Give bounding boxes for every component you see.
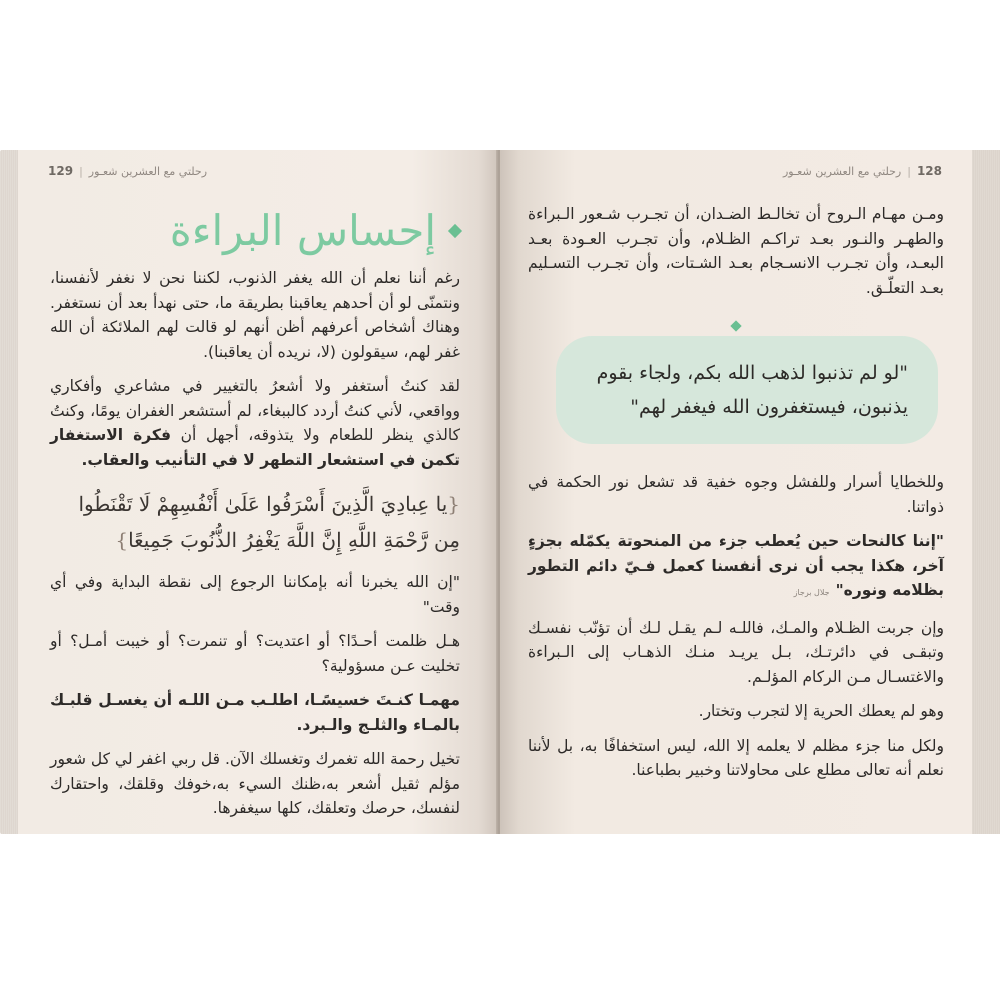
paragraph: رغم أننا نعلم أن الله يغفر الذنوب، لكننا نحن لا نغفر لأنفسنا، ونتمنّى لو أن أحدهم يعاقبنا بطريقة ما، حتى نهدأ بعد أن نستغفر. وهناك أشخاص أعرفهم أظن أنهم لو قالت لهم الملائكة أن الله غفر لهم، سيقولون (لا، نريده أن يعاقبنا). (50, 269, 460, 361)
book-title: رحلتي مع العشرين شعـور (782, 165, 902, 178)
paragraph: "إن الله يخبرنا أنه بإمكاننا الرجوع إلى نقطة البداية وفي أي وقت" (50, 573, 460, 616)
left-page-content (50, 194, 460, 831)
header-separator: | (79, 165, 83, 178)
diamond-icon (448, 224, 462, 238)
paragraph-bold-text: فكرة الاستغفار تكمن في استشعار التطهر لا في التأنيب والعقاب. (50, 426, 460, 469)
right-page-content (528, 202, 944, 793)
paragraph: وهو لم يعطك الحرية إلا لتجرب وتختار. (698, 702, 944, 720)
intro-paragraph: ومـن مهـام الـروح أن تخالـط الضـدان، أن تجـرب شـعور الـبراءة والطهـر والنـور بعـد تراكـم الظـلام، وأن تجـرب العـودة بعـد البعـد، وأن تجـرب الانسـجام بعـد الشـتات، وأن تجـرب التسـليم بعـد التعلّـق. (528, 205, 944, 297)
quran-verse (50, 486, 460, 558)
page-number: 128 (916, 164, 942, 178)
hadith-quote-box (556, 336, 938, 444)
paragraph (50, 374, 460, 472)
right-page (500, 150, 972, 834)
page-stack-left (0, 150, 18, 834)
paragraph: ولكل منا جزء مظلم لا يعلمه إلا الله، ليس استخفافًا به، بل لأننا نعلم أنه تعالى مطلع على محاولاتنا وخبير بطباعنا. (528, 736, 944, 779)
right-running-head (783, 164, 942, 178)
paragraph: وإن جربت الظـلام والمـك، فاللـه لـم يقـل لـك أن تؤنّب نفسـك وتبقـى في دائرتـك، بـل يريـد منـك الذهـاب إلى الـبراءة والاغتسـال مـن الركام المؤلـم. (528, 618, 944, 686)
page-number: 129 (48, 164, 74, 178)
paragraph-bold: مهمـا كنـتَ خسيسًـا، اطلـب مـن اللـه أن يغسـل قلبـك بالمـاء والثلـج والـبرد. (50, 691, 460, 734)
paragraph: تخيل رحمة الله تغمرك وتغسلك الآن. قل ربي اغفر لي كل شعور مؤلم ثقيل أشعر به،ظنك السيء به،خوفك وقلقك، واحتقارك لنفسك، حرصك وتعلقك، كلها سيغفرها. (50, 750, 460, 817)
paragraph: هـل ظلمت أحـدًا؟ أو اعتديت؟ أو تنمرت؟ أو خيبت أمـل؟ أو تخليت عـن مسؤولية؟ (50, 632, 460, 675)
hadith-quote-text: "لو لم تذنبوا لذهب الله بكم، ولجاء بقوم يذنبون، فيستغفرون الله فيغفر لهم" (596, 362, 908, 418)
chapter-title (50, 202, 460, 260)
left-running-head (48, 164, 207, 178)
book-title: رحلتي مع العشرين شعـور (88, 165, 208, 178)
quote-attribution: جلال برجاز (793, 588, 830, 597)
paragraph-text: لقد كنتُ أستغفر ولا أشعرُ بالتغيير في مشاعري وأفكاري وواقعي، لأني كنتُ أردد كالببغاء، لم أستشعر الغفران يومًا، وكنتُ كالذي ينظر للطعام ولا يتذوقه، أجهل أن (50, 377, 460, 444)
verse-open-brace: { (447, 492, 460, 516)
diamond-icon (730, 320, 741, 331)
paragraph: وللخطايا أسرار وللفشل وجوه خفية قد تشعل نور الحكمة في ذواتنا. (528, 473, 944, 516)
header-separator: | (907, 165, 911, 178)
paragraph-bold (528, 529, 944, 606)
left-page (18, 150, 498, 834)
verse-close-brace: } (115, 528, 129, 552)
page-stack-right (972, 150, 1000, 834)
verse-text: يا عِبادِيَ الَّذِينَ أَسْرَفُوا عَلَىٰ أَنْفُسِهِمْ لَا تَقْنَطُوا مِن رَّحْمَةِ اللَّهِ إِنَّ اللَّهَ يَغْفِرُ الذُّنُوبَ جَمِيعًا (78, 492, 460, 552)
chapter-title-text: إحساس البراءة (169, 205, 436, 255)
quote-text: "إننا كالنحات حين يُعطب جزء من المنحوتة يكمّله بجزءٍ آخر، هكذا يجب أن نرى أنفسنا كعمل فـيّ دائم التطور بظلامه ونوره" (528, 532, 944, 599)
